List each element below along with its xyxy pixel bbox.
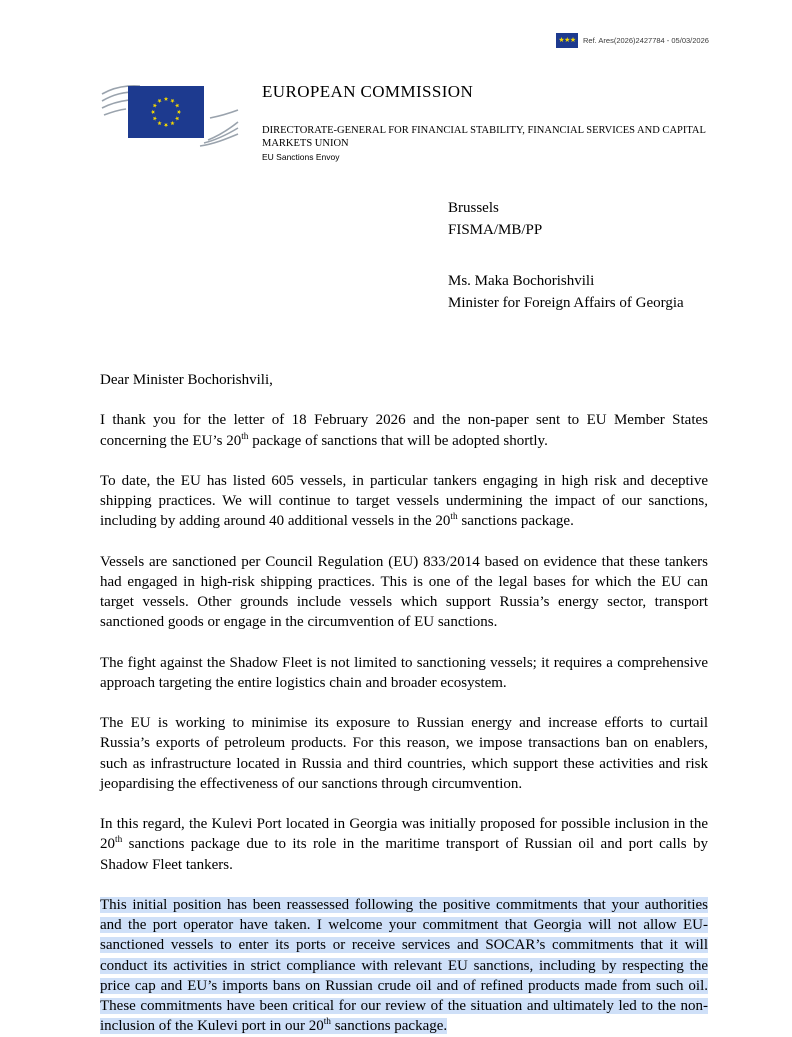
ordinal-suffix: th — [241, 431, 249, 442]
institution-name: EUROPEAN COMMISSION — [262, 82, 474, 101]
letter-header — [100, 78, 740, 162]
place-and-reference-block — [448, 198, 542, 242]
letter-reference: FISMA/MB/PP — [448, 221, 543, 238]
european-commission-logo — [100, 78, 240, 150]
ordinal-suffix: th — [115, 835, 123, 846]
recipient-name: Ms. Maka Bochorishvili — [448, 273, 595, 289]
letter-paragraph — [100, 895, 708, 1037]
header-text-block — [262, 78, 740, 162]
recipient-title: Minister for Foreign Affairs of Georgia — [448, 294, 684, 311]
eu-flag-large-icon — [128, 86, 204, 138]
ares-reference-text: Ref. Ares(2026)2427784 - 05/03/2026 — [583, 36, 709, 45]
eu-flag-icon: ★★★ — [556, 33, 578, 48]
ordinal-suffix: th — [450, 512, 458, 523]
letter-paragraph: Vessels are sanctioned per Council Regulation (EU) 833/2014 based on evidence that these tankers had engaged in high-risk shipping practices. This is one of the legal bases for which the EU can target vessels. Other grounds include vessels which support Russia’s energy sector, transport sanctioned goods or engage in the circumvention of EU sanctions. — [100, 553, 708, 631]
letter-city: Brussels — [448, 200, 499, 216]
letter-paragraph: In this regard, the Kulevi Port located in Georgia was initially proposed for possible inclusion in the 20th sanctions package due to its role in the maritime transport of Russian oil and port calls by Shadow Fleet tankers. — [100, 816, 708, 873]
highlighted-text: This initial position has been reassessed following the positive commitments that your authorities and the port operator have taken. I welcome your commitment that Georgia will not allow EU-sanctioned vessels to enter its ports or receive services and SOCAR’s commitments that it will conduct its activities in strict compliance with relevant EU sanctions, including by respecting the price cap and EU’s imports bans on Russian crude oil and of refined products made from such oil. These commitments have been critical for our review of the situation and ultimately led to the non-inclusion of the Kulevi port in our 20th sanctions package. — [100, 896, 708, 1035]
ares-registration-stamp — [556, 33, 709, 48]
directorate-general-name: DIRECTORATE-GENERAL FOR FINANCIAL STABILITY, FINANCIAL SERVICES AND CAPITAL MARKETS UNION — [262, 125, 706, 150]
letter-paragraph: The fight against the Shadow Fleet is not limited to sanctioning vessels; it requires a comprehensive approach targeting the entire logistics chain and broader ecosystem. — [100, 654, 708, 691]
letter-body — [100, 370, 708, 1037]
letter-paragraph: The EU is working to minimise its exposure to Russian energy and increase efforts to curtail Russia’s exports of petroleum products. For this reason, we impose transactions ban on enablers, such as infrastructure located in Russia and third countries, which support these activities and risk jeopardising the effectiveness of our sanctions through circumvention. — [100, 715, 708, 792]
letter-paragraph: I thank you for the letter of 18 February 2026 and the non-paper sent to EU Member States concerning the EU’s 20th package of sanctions that will be adopted shortly. — [100, 412, 708, 449]
letter-paragraph: To date, the EU has listed 605 vessels, in particular tankers engaging in high risk and deceptive shipping practices. We will continue to target vessels undermining the impact of our sanctions, including by adding around 40 additional vessels in the 20th sanctions package. — [100, 472, 708, 530]
salutation: Dear Minister Bochorishvili, — [100, 372, 273, 388]
recipient-block — [448, 271, 684, 315]
unit-name: EU Sanctions Envoy — [262, 152, 340, 163]
paragraph-list — [100, 410, 708, 1036]
ordinal-suffix: th — [323, 1017, 331, 1028]
